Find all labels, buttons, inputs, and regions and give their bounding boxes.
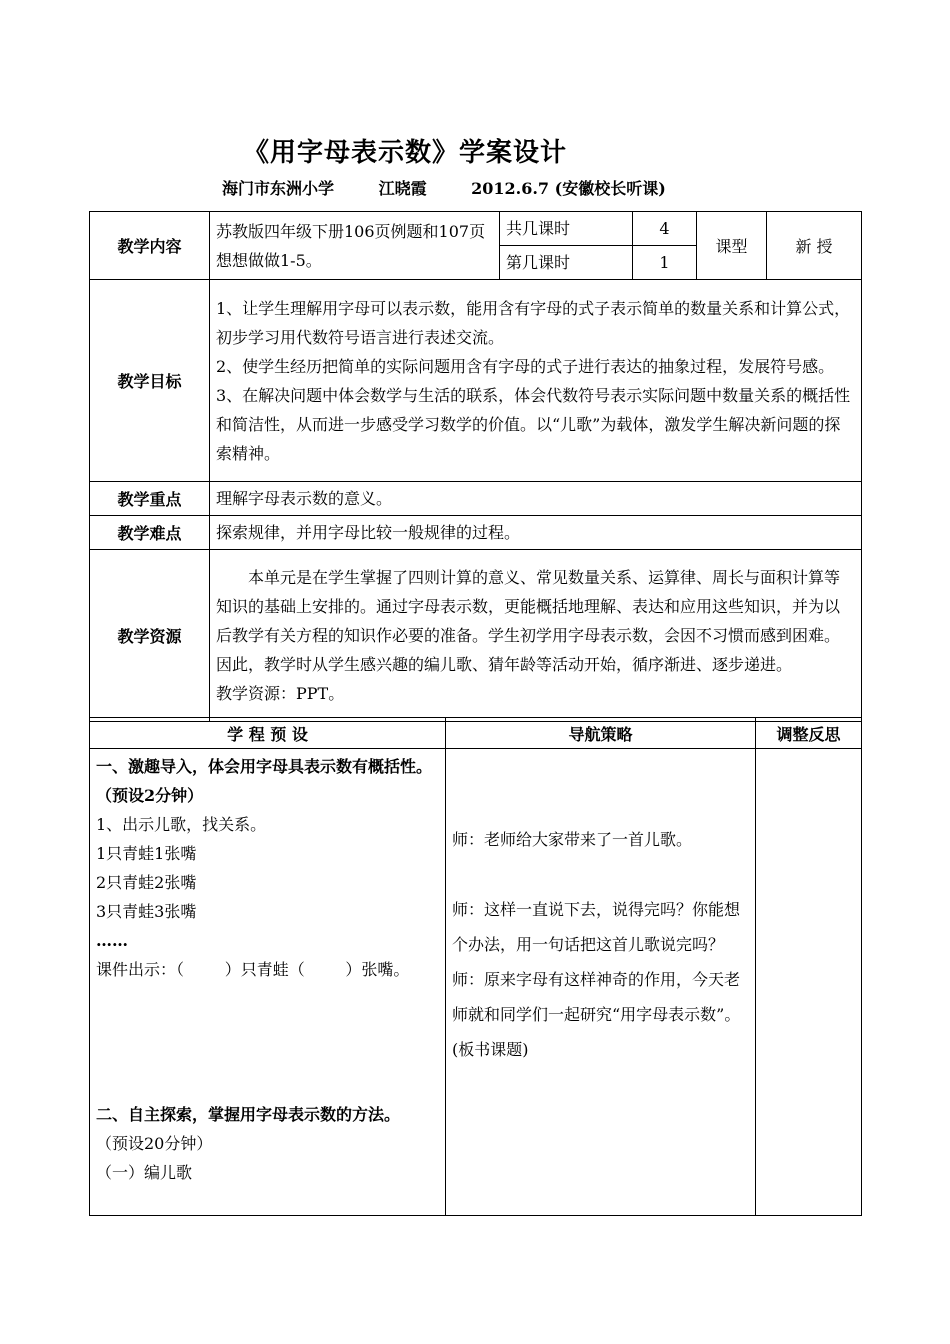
teacher-line: 师：这样一直说下去，说得完吗？你能想个办法，用一句话把这首儿歌说完吗？ [452, 900, 741, 954]
resource-paragraph: 本单元是在学生掌握了四则计算的意义、常见数量关系、运算律、周长与面积计算等知识的基础上安排的。通过字母表示数，更能概括地理解、表达和应用这些知识，并为以后教学有关方程的知识作必要的准备。学生初学用字母表示数，会因不习惯而感到困难。因此，教学时从学生感兴趣的编儿歌、猜年龄等活动开始，循序渐进、逐步递进。 [216, 568, 841, 674]
total-periods-value: 4 [633, 212, 697, 246]
section-one-title: 一、激趣导入，体会用字母具表示数有概括性。（预设2分钟） [96, 757, 433, 805]
song-ellipsis: …… [96, 931, 128, 950]
song-line: 2只青蛙2张嘴 [96, 873, 197, 892]
section-two-title: 二、自主探索，掌握用字母表示数的方法。 [96, 1105, 401, 1124]
song-line: 3只青蛙3张嘴 [96, 902, 197, 921]
plan-header-strategy: 导航策略 [446, 718, 756, 749]
song-line: 1只青蛙1张嘴 [96, 844, 197, 863]
resource-text [210, 550, 862, 722]
plan-header-reflection: 调整反思 [756, 718, 862, 749]
current-period-label: 第几课时 [500, 246, 633, 280]
section-two-time: （预设20分钟） [96, 1134, 213, 1153]
teacher-line: 师：原来字母有这样神奇的作用，今天老师就和同学们一起研究“用字母表示数”。(板书课题) [452, 970, 741, 1059]
total-periods-label: 共几课时 [500, 212, 633, 246]
section-two-item: （一）编儿歌 [96, 1163, 193, 1182]
document-subtitle: 海门市东洲小学 江晓霞 2012.6.7 (安徽校长听课) [222, 179, 666, 198]
document-title: 《用字母表示数》学案设计 [242, 138, 567, 168]
navigation-strategy-cell [446, 749, 756, 1216]
lesson-type-label: 课型 [697, 212, 767, 280]
difficulty-text: 探索规律，并用字母比较一般规律的过程。 [210, 516, 862, 550]
teacher-line: 师：老师给大家带来了一首儿歌。 [452, 830, 693, 849]
lesson-plan-table [89, 717, 862, 1216]
key-point-text: 理解字母表示数的意义。 [210, 482, 862, 516]
lesson-info-table [89, 211, 862, 722]
content-text: 苏教版四年级下册106页例题和107页想想做做1-5。 [210, 212, 500, 280]
goal-text [210, 280, 862, 482]
goal-item: 1、让学生理解用字母可以表示数，能用含有字母的式子表示简单的数量关系和计算公式，初步学习用代数符号语言进行表述交流。 [216, 298, 851, 347]
goal-item: 3、在解决问题中体会数学与生活的联系，体会代数符号表示实际问题中数量关系的概括性和简洁性，从而进一步感受学习数学的价值。以“儿歌”为载体，激发学生解决新问题的探索精神。 [216, 385, 851, 463]
content-label: 教学内容 [90, 212, 210, 280]
resource-label: 教学资源 [90, 550, 210, 722]
goal-item: 2、使学生经历把简单的实际问题用含有字母的式子进行表达的抽象过程，发展符号感。 [216, 356, 835, 376]
lesson-type-value: 新 授 [767, 212, 862, 280]
key-point-label: 教学重点 [90, 482, 210, 516]
reflection-cell [756, 749, 862, 1216]
difficulty-label: 教学难点 [90, 516, 210, 550]
current-period-value: 1 [633, 246, 697, 280]
learning-process-cell [90, 749, 446, 1216]
resource-note: 教学资源：PPT。 [216, 684, 345, 703]
courseware-line: 课件出示：（ ）只青蛙（ ）张嘴。 [96, 960, 410, 979]
goal-label: 教学目标 [90, 280, 210, 482]
section-one-item: 1、出示儿歌，找关系。 [96, 815, 267, 834]
plan-header-process: 学 程 预 设 [90, 718, 446, 749]
